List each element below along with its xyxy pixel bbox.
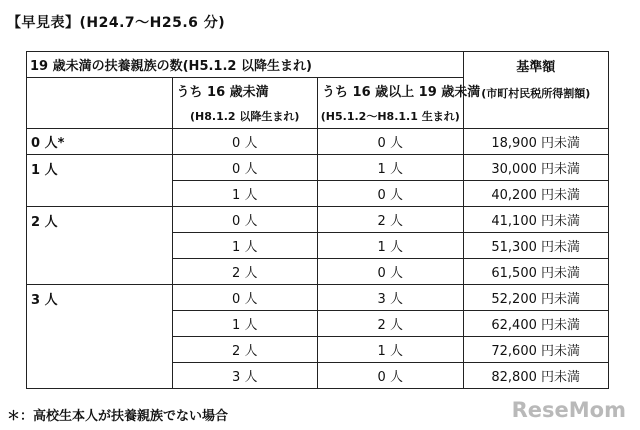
footnote: ＊：高校生本人が扶養親族でない場合: [7, 409, 229, 424]
cell-under16: 0 人: [172, 207, 318, 233]
cell-16to19: 0 人: [318, 129, 464, 155]
table-row: [27, 207, 609, 233]
cell-under16: 1 人: [172, 181, 318, 207]
cell-16to19: 0 人: [318, 363, 464, 389]
cell-amount: 51,300 円未満: [463, 233, 609, 259]
cell-amount: 72,600 円未満: [463, 337, 609, 363]
header-16to19-note: (H5.1.2～H8.1.1 生まれ): [318, 103, 464, 129]
header-16to19: うち 16 歳以上 19 歳未満: [318, 78, 464, 104]
header-row-1: [27, 52, 609, 78]
cell-under16: 0 人: [172, 285, 318, 311]
cell-total: 3 人: [27, 285, 173, 389]
income-criteria-table: [26, 51, 609, 389]
cell-under16: 0 人: [172, 155, 318, 181]
cell-under16: 1 人: [172, 311, 318, 337]
table-row: [27, 129, 609, 155]
cell-16to19: 3 人: [318, 285, 464, 311]
cell-under16: 3 人: [172, 363, 318, 389]
resemom-logo: ReseMom: [511, 398, 626, 422]
cell-total: 1 人: [27, 155, 173, 207]
cell-total: 0 人*: [27, 129, 173, 155]
title-period: (H24.7～H25.6 分): [79, 15, 226, 31]
header-amount: [463, 52, 609, 129]
cell-amount: 40,200 円未満: [463, 181, 609, 207]
cell-16to19: 1 人: [318, 155, 464, 181]
header-amount-label: 基準額: [516, 60, 556, 75]
cell-under16: 2 人: [172, 259, 318, 285]
cell-amount: 18,900 円未満: [463, 129, 609, 155]
cell-amount: 52,200 円未満: [463, 285, 609, 311]
cell-amount: 30,000 円未満: [463, 155, 609, 181]
cell-under16: 0 人: [172, 129, 318, 155]
cell-amount: 62,400 円未満: [463, 311, 609, 337]
table-row: [27, 155, 609, 181]
header-amount-note: (市町村民税所得割額): [481, 87, 591, 100]
cell-total: 2 人: [27, 207, 173, 285]
cell-16to19: 2 人: [318, 207, 464, 233]
cell-under16: 1 人: [172, 233, 318, 259]
header-under16: うち 16 歳未満: [172, 78, 318, 104]
cell-amount: 41,100 円未満: [463, 207, 609, 233]
cell-16to19: 1 人: [318, 337, 464, 363]
table-row: [27, 285, 609, 311]
cell-16to19: 1 人: [318, 233, 464, 259]
cell-amount: 61,500 円未満: [463, 259, 609, 285]
cell-16to19: 0 人: [318, 259, 464, 285]
header-dependents-count: 19 歳未満の扶養親族の数(H5.1.2 以降生まれ): [27, 52, 464, 78]
table-title: [7, 12, 225, 32]
cell-16to19: 0 人: [318, 181, 464, 207]
cell-amount: 82,800 円未満: [463, 363, 609, 389]
cell-under16: 2 人: [172, 337, 318, 363]
header-blank-cell: [27, 78, 173, 129]
header-under16-note: (H8.1.2 以降生まれ): [172, 103, 318, 129]
cell-16to19: 2 人: [318, 311, 464, 337]
title-label: 【早見表】: [7, 15, 80, 31]
